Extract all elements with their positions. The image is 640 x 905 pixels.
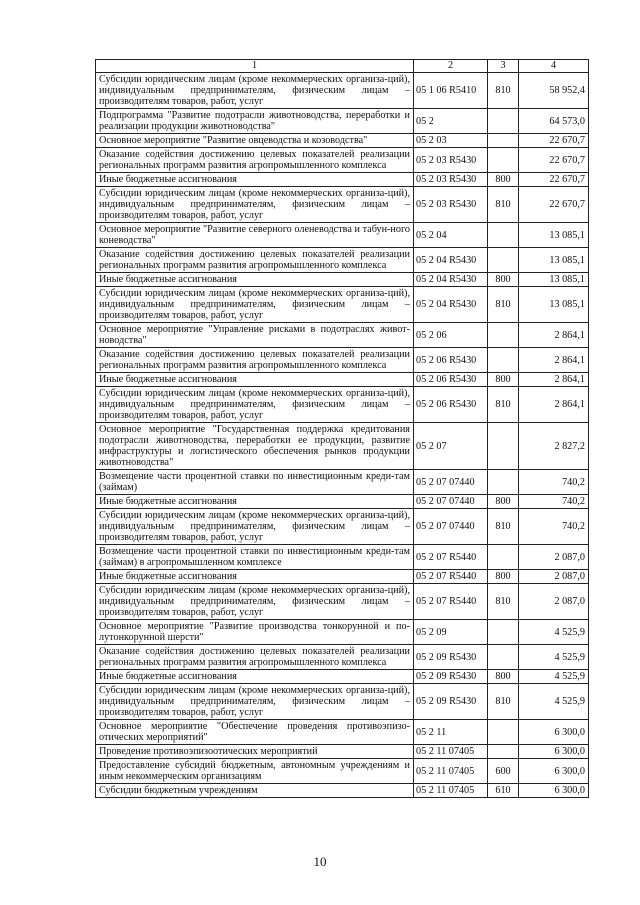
table-row xyxy=(96,223,589,248)
table-row xyxy=(96,759,589,784)
row-sum-cell: 13 085,1 xyxy=(519,287,589,323)
row-type-cell xyxy=(488,248,519,273)
row-name-cell: Оказание содействия достижению целевых показателей реализации региональных программ развития агропромышленного комплекса xyxy=(96,348,414,373)
row-name-cell: Субсидии юридическим лицам (кроме некоммерческих организа-ций), индивидуальным предпринимателям, физическим лицам – производителям товаров, работ, услуг xyxy=(96,584,414,620)
row-type-cell: 810 xyxy=(488,509,519,545)
row-code-cell: 05 2 xyxy=(414,109,488,134)
row-sum-cell: 64 573,0 xyxy=(519,109,589,134)
row-sum-cell: 4 525,9 xyxy=(519,684,589,720)
row-name-cell: Возмещение части процентной ставки по инвестиционным креди-там (займам) в агропромышленном комплексе xyxy=(96,545,414,570)
table-row xyxy=(96,73,589,109)
row-type-cell: 800 xyxy=(488,173,519,187)
table-row xyxy=(96,373,589,387)
row-type-cell: 600 xyxy=(488,759,519,784)
row-code-cell: 05 2 06 xyxy=(414,323,488,348)
table-row xyxy=(96,287,589,323)
table-row xyxy=(96,745,589,759)
row-sum-cell: 740,2 xyxy=(519,509,589,545)
row-name-cell: Субсидии юридическим лицам (кроме некоммерческих организа-ций), индивидуальным предпринимателям, физическим лицам – производителям товаров, работ, услуг xyxy=(96,187,414,223)
row-type-cell: 800 xyxy=(488,570,519,584)
table-row xyxy=(96,148,589,173)
row-sum-cell: 740,2 xyxy=(519,495,589,509)
row-code-cell: 05 2 07 R5440 xyxy=(414,545,488,570)
row-sum-cell: 22 670,7 xyxy=(519,187,589,223)
row-type-cell xyxy=(488,720,519,745)
row-sum-cell: 22 670,7 xyxy=(519,148,589,173)
table-row xyxy=(96,545,589,570)
row-sum-cell: 2 087,0 xyxy=(519,584,589,620)
table-row xyxy=(96,173,589,187)
row-name-cell: Возмещение части процентной ставки по инвестиционным креди-там (займам) xyxy=(96,470,414,495)
row-name-cell: Иные бюджетные ассигнования xyxy=(96,570,414,584)
row-code-cell: 05 2 07 07440 xyxy=(414,509,488,545)
row-name-cell: Оказание содействия достижению целевых показателей реализации региональных программ развития агропромышленного комплекса xyxy=(96,645,414,670)
row-code-cell: 05 2 03 R5430 xyxy=(414,173,488,187)
row-type-cell xyxy=(488,348,519,373)
row-code-cell: 05 1 06 R5410 xyxy=(414,73,488,109)
row-sum-cell: 2 087,0 xyxy=(519,545,589,570)
row-type-cell xyxy=(488,745,519,759)
row-sum-cell: 740,2 xyxy=(519,470,589,495)
row-sum-cell: 4 525,9 xyxy=(519,670,589,684)
table-row xyxy=(96,348,589,373)
row-sum-cell: 13 085,1 xyxy=(519,223,589,248)
row-name-cell: Оказание содействия достижению целевых показателей реализации региональных программ развития агропромышленного комплекса xyxy=(96,248,414,273)
header-col-sum: 4 xyxy=(519,60,589,73)
row-type-cell: 810 xyxy=(488,387,519,423)
row-name-cell: Подпрограмма "Развитие подотрасли животноводства, переработки и реализации продукции животноводства" xyxy=(96,109,414,134)
table-row xyxy=(96,645,589,670)
row-type-cell xyxy=(488,470,519,495)
row-name-cell: Иные бюджетные ассигнования xyxy=(96,273,414,287)
table-row xyxy=(96,784,589,798)
table-row xyxy=(96,620,589,645)
row-type-cell xyxy=(488,323,519,348)
row-code-cell: 05 2 11 07405 xyxy=(414,784,488,798)
header-col-type: 3 xyxy=(488,60,519,73)
row-sum-cell: 13 085,1 xyxy=(519,273,589,287)
row-name-cell: Основное мероприятие "Развитие производства тонкорунной и по-лутонкорунной шерсти" xyxy=(96,620,414,645)
table-body xyxy=(96,73,589,798)
row-code-cell: 05 2 03 R5430 xyxy=(414,187,488,223)
row-name-cell: Субсидии юридическим лицам (кроме некоммерческих организа-ций), индивидуальным предпринимателям, физическим лицам – производителям товаров, работ, услуг xyxy=(96,684,414,720)
row-code-cell: 05 2 07 R5440 xyxy=(414,570,488,584)
table-row xyxy=(96,684,589,720)
row-type-cell: 810 xyxy=(488,584,519,620)
row-name-cell: Основное мероприятие "Управление рисками в подотраслях живот-новодства" xyxy=(96,323,414,348)
row-code-cell: 05 2 03 R5430 xyxy=(414,148,488,173)
row-name-cell: Основное мероприятие "Обеспечение проведения противоэпизо-отических мероприятий" xyxy=(96,720,414,745)
row-code-cell: 05 2 04 R5430 xyxy=(414,287,488,323)
row-type-cell: 800 xyxy=(488,273,519,287)
row-type-cell: 810 xyxy=(488,73,519,109)
row-code-cell: 05 2 04 xyxy=(414,223,488,248)
row-name-cell: Иные бюджетные ассигнования xyxy=(96,373,414,387)
row-type-cell xyxy=(488,223,519,248)
row-code-cell: 05 2 09 xyxy=(414,620,488,645)
table-row xyxy=(96,387,589,423)
page-number: 10 xyxy=(313,854,327,869)
row-code-cell: 05 2 06 R5430 xyxy=(414,348,488,373)
row-sum-cell: 22 670,7 xyxy=(519,134,589,148)
row-code-cell: 05 2 04 R5430 xyxy=(414,248,488,273)
row-sum-cell: 2 864,1 xyxy=(519,323,589,348)
row-sum-cell: 6 300,0 xyxy=(519,720,589,745)
row-code-cell: 05 2 07 R5440 xyxy=(414,584,488,620)
row-type-cell xyxy=(488,148,519,173)
row-name-cell: Проведение противоэпизоотических мероприятий xyxy=(96,745,414,759)
row-type-cell: 800 xyxy=(488,373,519,387)
row-code-cell: 05 2 11 07405 xyxy=(414,745,488,759)
row-type-cell: 810 xyxy=(488,187,519,223)
table-row xyxy=(96,720,589,745)
row-name-cell: Предоставление субсидий бюджетным, автономным учреждениям и иным некоммерческим организациям xyxy=(96,759,414,784)
table-row xyxy=(96,248,589,273)
row-type-cell xyxy=(488,109,519,134)
table-row xyxy=(96,570,589,584)
row-sum-cell: 6 300,0 xyxy=(519,745,589,759)
row-sum-cell: 4 525,9 xyxy=(519,620,589,645)
row-name-cell: Основное мероприятие "Развитие овцеводства и козоводства" xyxy=(96,134,414,148)
row-type-cell: 810 xyxy=(488,287,519,323)
row-name-cell: Иные бюджетные ассигнования xyxy=(96,495,414,509)
row-sum-cell: 13 085,1 xyxy=(519,248,589,273)
header-col-name: 1 xyxy=(96,60,414,73)
row-code-cell: 05 2 09 R5430 xyxy=(414,684,488,720)
table-row xyxy=(96,134,589,148)
row-type-cell xyxy=(488,645,519,670)
row-name-cell: Оказание содействия достижению целевых показателей реализации региональных программ развития агропромышленного комплекса xyxy=(96,148,414,173)
header-col-code: 2 xyxy=(414,60,488,73)
row-name-cell: Иные бюджетные ассигнования xyxy=(96,670,414,684)
row-code-cell: 05 2 06 R5430 xyxy=(414,387,488,423)
row-name-cell: Субсидии юридическим лицам (кроме некоммерческих организа-ций), индивидуальным предпринимателям, физическим лицам – производителям товаров, работ, услуг xyxy=(96,73,414,109)
row-code-cell: 05 2 11 07405 xyxy=(414,759,488,784)
budget-table xyxy=(95,59,589,798)
table-row xyxy=(96,187,589,223)
row-sum-cell: 2 827,2 xyxy=(519,423,589,470)
row-name-cell: Субсидии юридическим лицам (кроме некоммерческих организа-ций), индивидуальным предпринимателям, физическим лицам – производителям товаров, работ, услуг xyxy=(96,509,414,545)
row-sum-cell: 2 087,0 xyxy=(519,570,589,584)
row-code-cell: 05 2 04 R5430 xyxy=(414,273,488,287)
row-name-cell: Субсидии юридическим лицам (кроме некоммерческих организа-ций), индивидуальным предпринимателям, физическим лицам – производителям товаров, работ, услуг xyxy=(96,287,414,323)
table-row xyxy=(96,273,589,287)
row-code-cell: 05 2 07 07440 xyxy=(414,495,488,509)
row-code-cell: 05 2 06 R5430 xyxy=(414,373,488,387)
row-type-cell xyxy=(488,423,519,470)
row-sum-cell: 58 952,4 xyxy=(519,73,589,109)
row-type-cell xyxy=(488,545,519,570)
row-code-cell: 05 2 07 07440 xyxy=(414,470,488,495)
row-type-cell: 800 xyxy=(488,495,519,509)
row-name-cell: Субсидии бюджетным учреждениям xyxy=(96,784,414,798)
row-sum-cell: 22 670,7 xyxy=(519,173,589,187)
row-code-cell: 05 2 07 xyxy=(414,423,488,470)
row-sum-cell: 2 864,1 xyxy=(519,348,589,373)
row-code-cell: 05 2 03 xyxy=(414,134,488,148)
table-row xyxy=(96,423,589,470)
table-row xyxy=(96,470,589,495)
row-type-cell: 800 xyxy=(488,670,519,684)
row-name-cell: Основное мероприятие "Развитие северного оленеводства и табун-ного коневодства" xyxy=(96,223,414,248)
row-code-cell: 05 2 11 xyxy=(414,720,488,745)
row-type-cell: 810 xyxy=(488,684,519,720)
table-row xyxy=(96,509,589,545)
table-row xyxy=(96,323,589,348)
row-sum-cell: 2 864,1 xyxy=(519,387,589,423)
table-row xyxy=(96,670,589,684)
row-type-cell: 610 xyxy=(488,784,519,798)
row-sum-cell: 4 525,9 xyxy=(519,645,589,670)
row-type-cell xyxy=(488,134,519,148)
row-code-cell: 05 2 09 R5430 xyxy=(414,670,488,684)
table-row xyxy=(96,584,589,620)
row-name-cell: Основное мероприятие "Государственная поддержка кредитования подотрасли животноводства, переработки ее продукции, развитие инфраструктуры и логистического обеспечения рынков продукции животноводства" xyxy=(96,423,414,470)
table-row xyxy=(96,495,589,509)
header-row xyxy=(96,60,589,73)
row-name-cell: Субсидии юридическим лицам (кроме некоммерческих организа-ций), индивидуальным предпринимателям, физическим лицам – производителям товаров, работ, услуг xyxy=(96,387,414,423)
row-type-cell xyxy=(488,620,519,645)
table-row xyxy=(96,109,589,134)
row-sum-cell: 2 864,1 xyxy=(519,373,589,387)
row-sum-cell: 6 300,0 xyxy=(519,759,589,784)
row-code-cell: 05 2 09 R5430 xyxy=(414,645,488,670)
row-sum-cell: 6 300,0 xyxy=(519,784,589,798)
row-name-cell: Иные бюджетные ассигнования xyxy=(96,173,414,187)
